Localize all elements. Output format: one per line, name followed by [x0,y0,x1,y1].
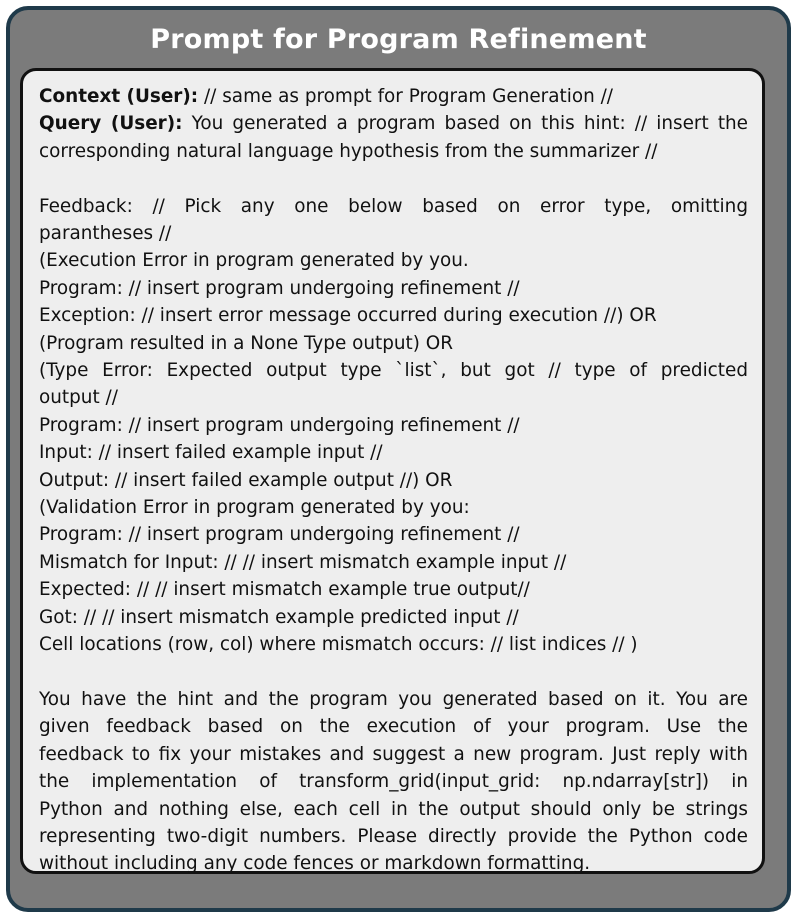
closing-line: given feedback based on the execution of your program. Use the [39,716,748,738]
closing-line: feedback to fix your mistakes and suggest a new program. Just reply with [39,743,748,765]
prompt-card [6,6,791,912]
closing-line: the implementation of transform_grid(input_grid: np.ndarray[str]) in [39,771,748,793]
query-line-2: corresponding natural language hypothesis from the summarizer // [39,140,658,162]
closing-line: You have the hint and the program you generated based on it. You are [39,688,748,710]
spacer [39,165,748,192]
context-label: Context (User): [39,86,199,107]
feedback-line: (Validation Error in program generated by you: [39,497,470,519]
closing-line: without including any code fences or markdown formatting. [39,853,591,875]
feedback-line: Feedback: // Pick any one below based on error type, omitting [39,195,748,217]
spacer [39,659,748,686]
feedback-line: Exception: // insert error message occurred during execution //) OR [39,305,657,327]
feedback-line: Program: // insert program undergoing refinement // [39,277,520,299]
feedback-line: (Execution Error in program generated by you. [39,250,469,272]
query-text-1: You generated a program based on this hint: // insert the [182,113,748,135]
feedback-line: parantheses // [39,223,172,245]
prompt-body [20,68,765,874]
feedback-line: Mismatch for Input: // // insert mismatch example input // [39,551,567,573]
context-line [39,83,748,110]
card-title: Prompt for Program Refinement [150,24,647,55]
feedback-line: (Type Error: Expected output type `list`, but got // type of predicted [39,360,748,382]
feedback-line: (Program resulted in a None Type output) OR [39,332,454,354]
feedback-line: Program: // insert program undergoing refinement // [39,524,520,546]
closing-line: representing two-digit numbers. Please directly provide the Python code [39,825,748,847]
feedback-line: output // [39,387,118,409]
feedback-line: Cell locations (row, col) where mismatch occurs: // list indices // ) [39,634,638,656]
query-line-1 [39,110,748,137]
feedback-line: Input: // insert failed example input // [39,442,383,464]
context-text: // same as prompt for Program Generation // [198,86,613,107]
query-label: Query (User): [39,113,183,135]
feedback-line: Output: // insert failed example output //) OR [39,469,453,491]
feedback-line: Got: // // insert mismatch example predicted input // [39,606,519,628]
feedback-line: Expected: // // insert mismatch example true output// [39,579,530,601]
feedback-line: Program: // insert program undergoing refinement // [39,414,520,436]
closing-line: Python and nothing else, each cell in the output should only be strings [39,798,748,820]
